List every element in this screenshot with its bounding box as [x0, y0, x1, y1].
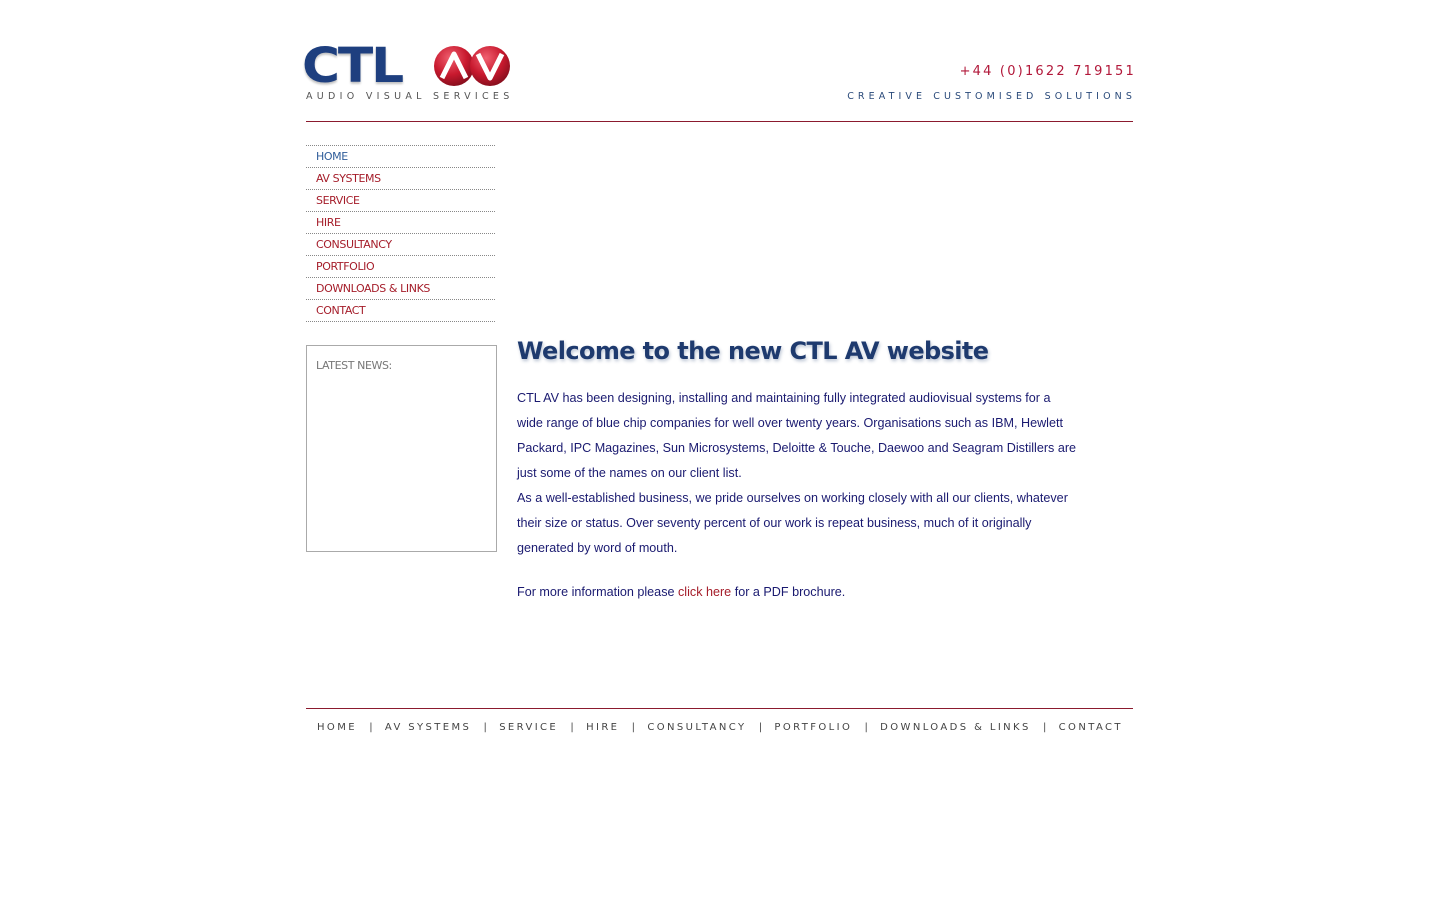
- logo-subtitle: AUDIO VISUAL SERVICES: [306, 91, 514, 102]
- intro-paragraph: CTL AV has been designing, installing and maintaining fully integrated audiovisual systems for a wide range of blue chip companies for well over twenty years. Organisations such as IBM, Hewlett Packard, IPC Magazines, Sun Microsystems, Deloitte & Touche, Daewoo and Seagram Distillers are just some of the names on our client list.: [517, 391, 1077, 480]
- footer-separator: |: [483, 722, 487, 733]
- footer-link-downloads-links[interactable]: DOWNLOADS & LINKS: [880, 722, 1031, 733]
- brochure-suffix: for a PDF brochure.: [731, 585, 846, 599]
- footer-link-contact[interactable]: CONTACT: [1058, 722, 1123, 733]
- footer-separator: |: [570, 722, 574, 733]
- phone-number: +44 (0)1622 719151: [959, 64, 1136, 79]
- sidebar-nav: [306, 145, 495, 322]
- latest-news-box: [306, 345, 497, 552]
- logo-ctl-text: CTL: [302, 38, 402, 94]
- nav-item-consultancy[interactable]: CONSULTANCY: [306, 234, 495, 256]
- footer-divider: [306, 708, 1133, 709]
- nav-item-portfolio[interactable]: PORTFOLIO: [306, 256, 495, 278]
- footer-link-portfolio[interactable]: PORTFOLIO: [774, 722, 853, 733]
- brochure-link[interactable]: click here: [678, 585, 732, 599]
- nav-item-hire[interactable]: HIRE: [306, 212, 495, 234]
- header-divider: [306, 121, 1133, 122]
- footer-nav: [317, 722, 1123, 733]
- nav-item-home[interactable]: HOME: [306, 146, 495, 168]
- footer-link-service[interactable]: SERVICE: [499, 722, 559, 733]
- logo-av-icon: [434, 44, 512, 88]
- footer-separator: |: [631, 722, 636, 733]
- nav-item-contact[interactable]: CONTACT: [306, 300, 495, 322]
- business-paragraph: As a well-established business, we pride ourselves on working closely with all our clients, whatever their size or status. Over seventy percent of our work is repeat business, much of it originally generated by word of mouth.: [517, 491, 1068, 555]
- brochure-line: [517, 580, 1077, 605]
- latest-news-title: LATEST NEWS:: [316, 359, 392, 372]
- page-title: Welcome to the new CTL AV website: [517, 337, 989, 365]
- footer-link-hire[interactable]: HIRE: [586, 722, 620, 733]
- footer-link-home[interactable]: HOME: [317, 722, 357, 733]
- brochure-prefix: For more information please: [517, 585, 678, 599]
- nav-item-downloads-links[interactable]: DOWNLOADS & LINKS: [306, 278, 495, 300]
- footer-separator: |: [864, 722, 868, 733]
- nav-item-service[interactable]: SERVICE: [306, 190, 495, 212]
- footer-link-av-systems[interactable]: AV SYSTEMS: [384, 722, 472, 733]
- footer-separator: |: [758, 722, 763, 733]
- footer-separator: |: [1043, 722, 1047, 733]
- footer-link-consultancy[interactable]: CONSULTANCY: [647, 722, 747, 733]
- main-content: [517, 386, 1077, 605]
- footer-separator: |: [369, 722, 373, 733]
- tagline: CREATIVE CUSTOMISED SOLUTIONS: [847, 91, 1136, 102]
- nav-item-av-systems[interactable]: AV SYSTEMS: [306, 168, 495, 190]
- logo[interactable]: [302, 38, 514, 104]
